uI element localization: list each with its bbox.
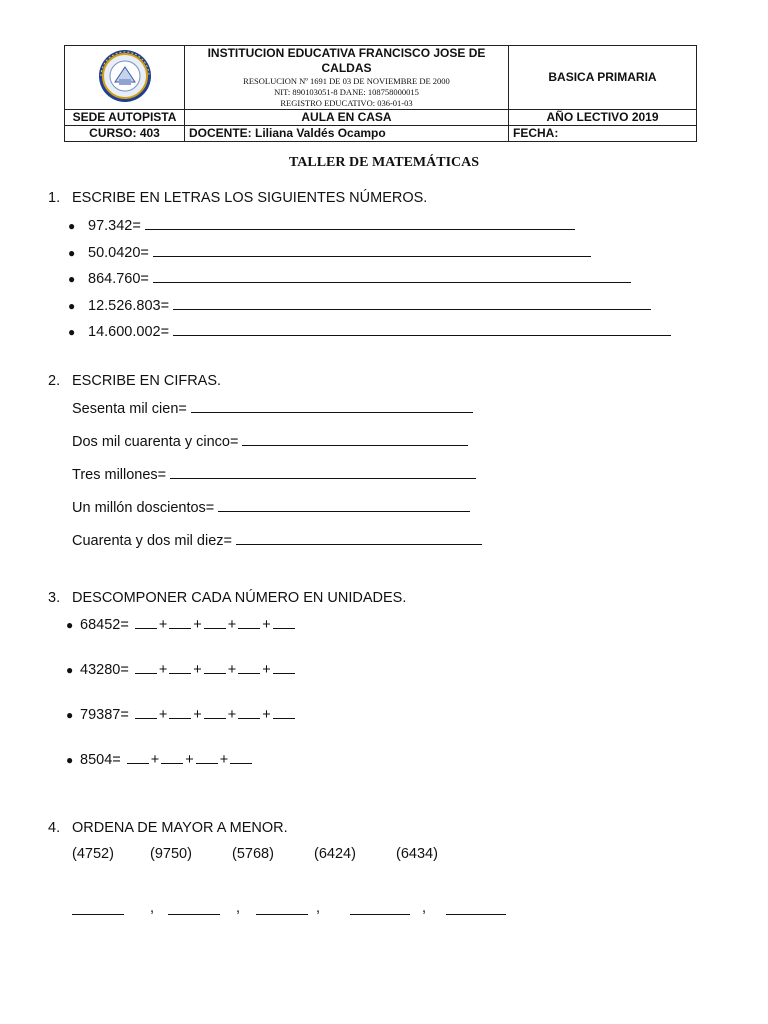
answer-blank[interactable] bbox=[135, 706, 157, 719]
answer-blank[interactable] bbox=[204, 616, 226, 629]
question-number: 3. bbox=[48, 590, 61, 606]
order-number: (4752) bbox=[72, 846, 114, 862]
answer-blank[interactable] bbox=[161, 751, 183, 764]
q2-item-label: Un millón doscientos= bbox=[72, 500, 215, 516]
question-1-heading bbox=[48, 190, 427, 206]
question-text: ESCRIBE EN LETRAS LOS SIGUIENTES NÚMEROS. bbox=[72, 190, 428, 206]
q2-item bbox=[72, 531, 482, 549]
answer-blank[interactable] bbox=[169, 706, 191, 719]
answer-blank[interactable] bbox=[238, 616, 260, 629]
level-cell: BASICA PRIMARIA bbox=[509, 46, 697, 110]
answer-line[interactable] bbox=[173, 322, 671, 336]
q2-item bbox=[72, 498, 470, 516]
q1-item-label: 50.0420= bbox=[88, 245, 149, 261]
answer-blank[interactable] bbox=[127, 751, 149, 764]
answer-blank[interactable] bbox=[135, 661, 157, 674]
bullet-icon: ● bbox=[66, 663, 74, 677]
bullet-icon: ● bbox=[68, 246, 76, 260]
answer-blank[interactable] bbox=[238, 706, 260, 719]
year-cell: AÑO LECTIVO 2019 bbox=[509, 110, 697, 126]
answer-line[interactable] bbox=[191, 399, 473, 413]
answer-line[interactable] bbox=[153, 269, 631, 283]
question-text: ORDENA DE MAYOR A MENOR. bbox=[72, 820, 288, 836]
resolution-text: RESOLUCION Nº 1691 DE 03 DE NOVIEMBRE DE 2000 bbox=[243, 76, 450, 86]
logo-cell bbox=[65, 46, 185, 110]
bullet-icon: ● bbox=[66, 708, 74, 722]
answer-blank[interactable] bbox=[230, 751, 252, 764]
answer-line[interactable] bbox=[242, 432, 468, 446]
order-number: (6424) bbox=[314, 846, 356, 862]
institution-cell bbox=[185, 46, 509, 110]
registro-text: REGISTRO EDUCATIVO: 036-01-03 bbox=[280, 98, 413, 108]
answer-blank[interactable] bbox=[169, 661, 191, 674]
q2-item bbox=[72, 465, 476, 483]
bullet-icon: ● bbox=[68, 325, 76, 339]
sede-cell: SEDE AUTOPISTA bbox=[65, 110, 185, 126]
institution-name: INSTITUCION EDUCATIVA FRANCISCO JOSE DE CALDAS bbox=[207, 46, 486, 75]
q1-item bbox=[68, 243, 591, 261]
answer-blank[interactable] bbox=[204, 706, 226, 719]
answer-blank[interactable] bbox=[196, 751, 218, 764]
answer-blank[interactable] bbox=[135, 616, 157, 629]
order-number: (9750) bbox=[150, 846, 192, 862]
q3-item-label: 43280= bbox=[80, 662, 129, 678]
q3-item: ● 8504= + + + bbox=[66, 751, 254, 768]
answer-blank[interactable] bbox=[273, 661, 295, 674]
answer-blank[interactable] bbox=[238, 661, 260, 674]
question-text: ESCRIBE EN CIFRAS. bbox=[72, 373, 222, 389]
q2-item-label: Cuarenta y dos mil diez= bbox=[72, 533, 232, 549]
q1-item-label: 864.760= bbox=[88, 271, 149, 287]
q1-item bbox=[68, 269, 631, 287]
bullet-icon: ● bbox=[66, 753, 74, 767]
q2-item bbox=[72, 399, 473, 417]
bullet-icon: ● bbox=[68, 299, 76, 313]
q1-item-label: 97.342= bbox=[88, 218, 141, 234]
answer-blank[interactable] bbox=[204, 661, 226, 674]
answer-blank[interactable] bbox=[273, 706, 295, 719]
answer-line[interactable] bbox=[173, 296, 651, 310]
answer-blank[interactable] bbox=[72, 900, 124, 915]
order-number: (5768) bbox=[232, 846, 274, 862]
q1-item bbox=[68, 322, 671, 340]
question-text: DESCOMPONER CADA NÚMERO EN UNIDADES. bbox=[72, 590, 407, 606]
answer-blank[interactable] bbox=[256, 900, 308, 915]
answer-line[interactable] bbox=[170, 465, 476, 479]
curso-cell: CURSO: 403 bbox=[65, 126, 185, 142]
q1-item-label: 14.600.002= bbox=[88, 324, 170, 340]
question-2-heading bbox=[48, 373, 221, 389]
q2-item-label: Sesenta mil cien= bbox=[72, 401, 187, 417]
q1-item bbox=[68, 216, 575, 234]
bullet-icon: ● bbox=[68, 219, 76, 233]
header-table bbox=[64, 45, 697, 142]
answer-blank[interactable] bbox=[169, 616, 191, 629]
worksheet-title: TALLER DE MATEMÁTICAS bbox=[288, 155, 480, 170]
question-4-heading bbox=[48, 820, 288, 836]
docente-cell: DOCENTE: Liliana Valdés Ocampo bbox=[185, 126, 509, 142]
answer-line[interactable] bbox=[218, 498, 470, 512]
comma-separator: , bbox=[150, 900, 155, 916]
bullet-icon: ● bbox=[68, 272, 76, 286]
school-seal-logo bbox=[95, 49, 155, 103]
q3-item: ● 68452= + + + + bbox=[66, 616, 297, 633]
q1-item bbox=[68, 296, 651, 314]
q1-item-label: 12.526.803= bbox=[88, 298, 170, 314]
question-number: 1. bbox=[48, 190, 61, 206]
q3-item-label: 8504= bbox=[80, 752, 121, 768]
bullet-icon: ● bbox=[66, 618, 74, 632]
comma-separator: , bbox=[236, 900, 241, 916]
aula-cell: AULA EN CASA bbox=[185, 110, 509, 126]
answer-line[interactable] bbox=[153, 243, 591, 257]
q3-item: ● 43280= + + + + bbox=[66, 661, 297, 678]
answer-line[interactable] bbox=[236, 531, 482, 545]
order-number: (6434) bbox=[396, 846, 438, 862]
answer-blank[interactable] bbox=[273, 616, 295, 629]
answer-blank[interactable] bbox=[446, 900, 506, 915]
fecha-cell: FECHA: bbox=[509, 126, 697, 142]
comma-separator: , bbox=[316, 900, 321, 916]
q2-item bbox=[72, 432, 468, 450]
q3-item-label: 79387= bbox=[80, 707, 129, 723]
question-3-heading bbox=[48, 590, 406, 606]
q2-item-label: Dos mil cuarenta y cinco= bbox=[72, 434, 239, 450]
answer-blank[interactable] bbox=[168, 900, 220, 915]
q2-item-label: Tres millones= bbox=[72, 467, 167, 483]
answer-line[interactable] bbox=[145, 216, 575, 230]
q3-item-label: 68452= bbox=[80, 617, 129, 633]
nit-text: NIT: 890103051-8 DANE: 108758000015 bbox=[274, 87, 419, 97]
question-number: 2. bbox=[48, 373, 61, 389]
numbers-to-order bbox=[72, 846, 438, 862]
answer-blank[interactable] bbox=[350, 900, 410, 915]
question-number: 4. bbox=[48, 820, 61, 836]
comma-separator: , bbox=[422, 900, 427, 916]
q3-item: ● 79387= + + + + bbox=[66, 706, 297, 723]
